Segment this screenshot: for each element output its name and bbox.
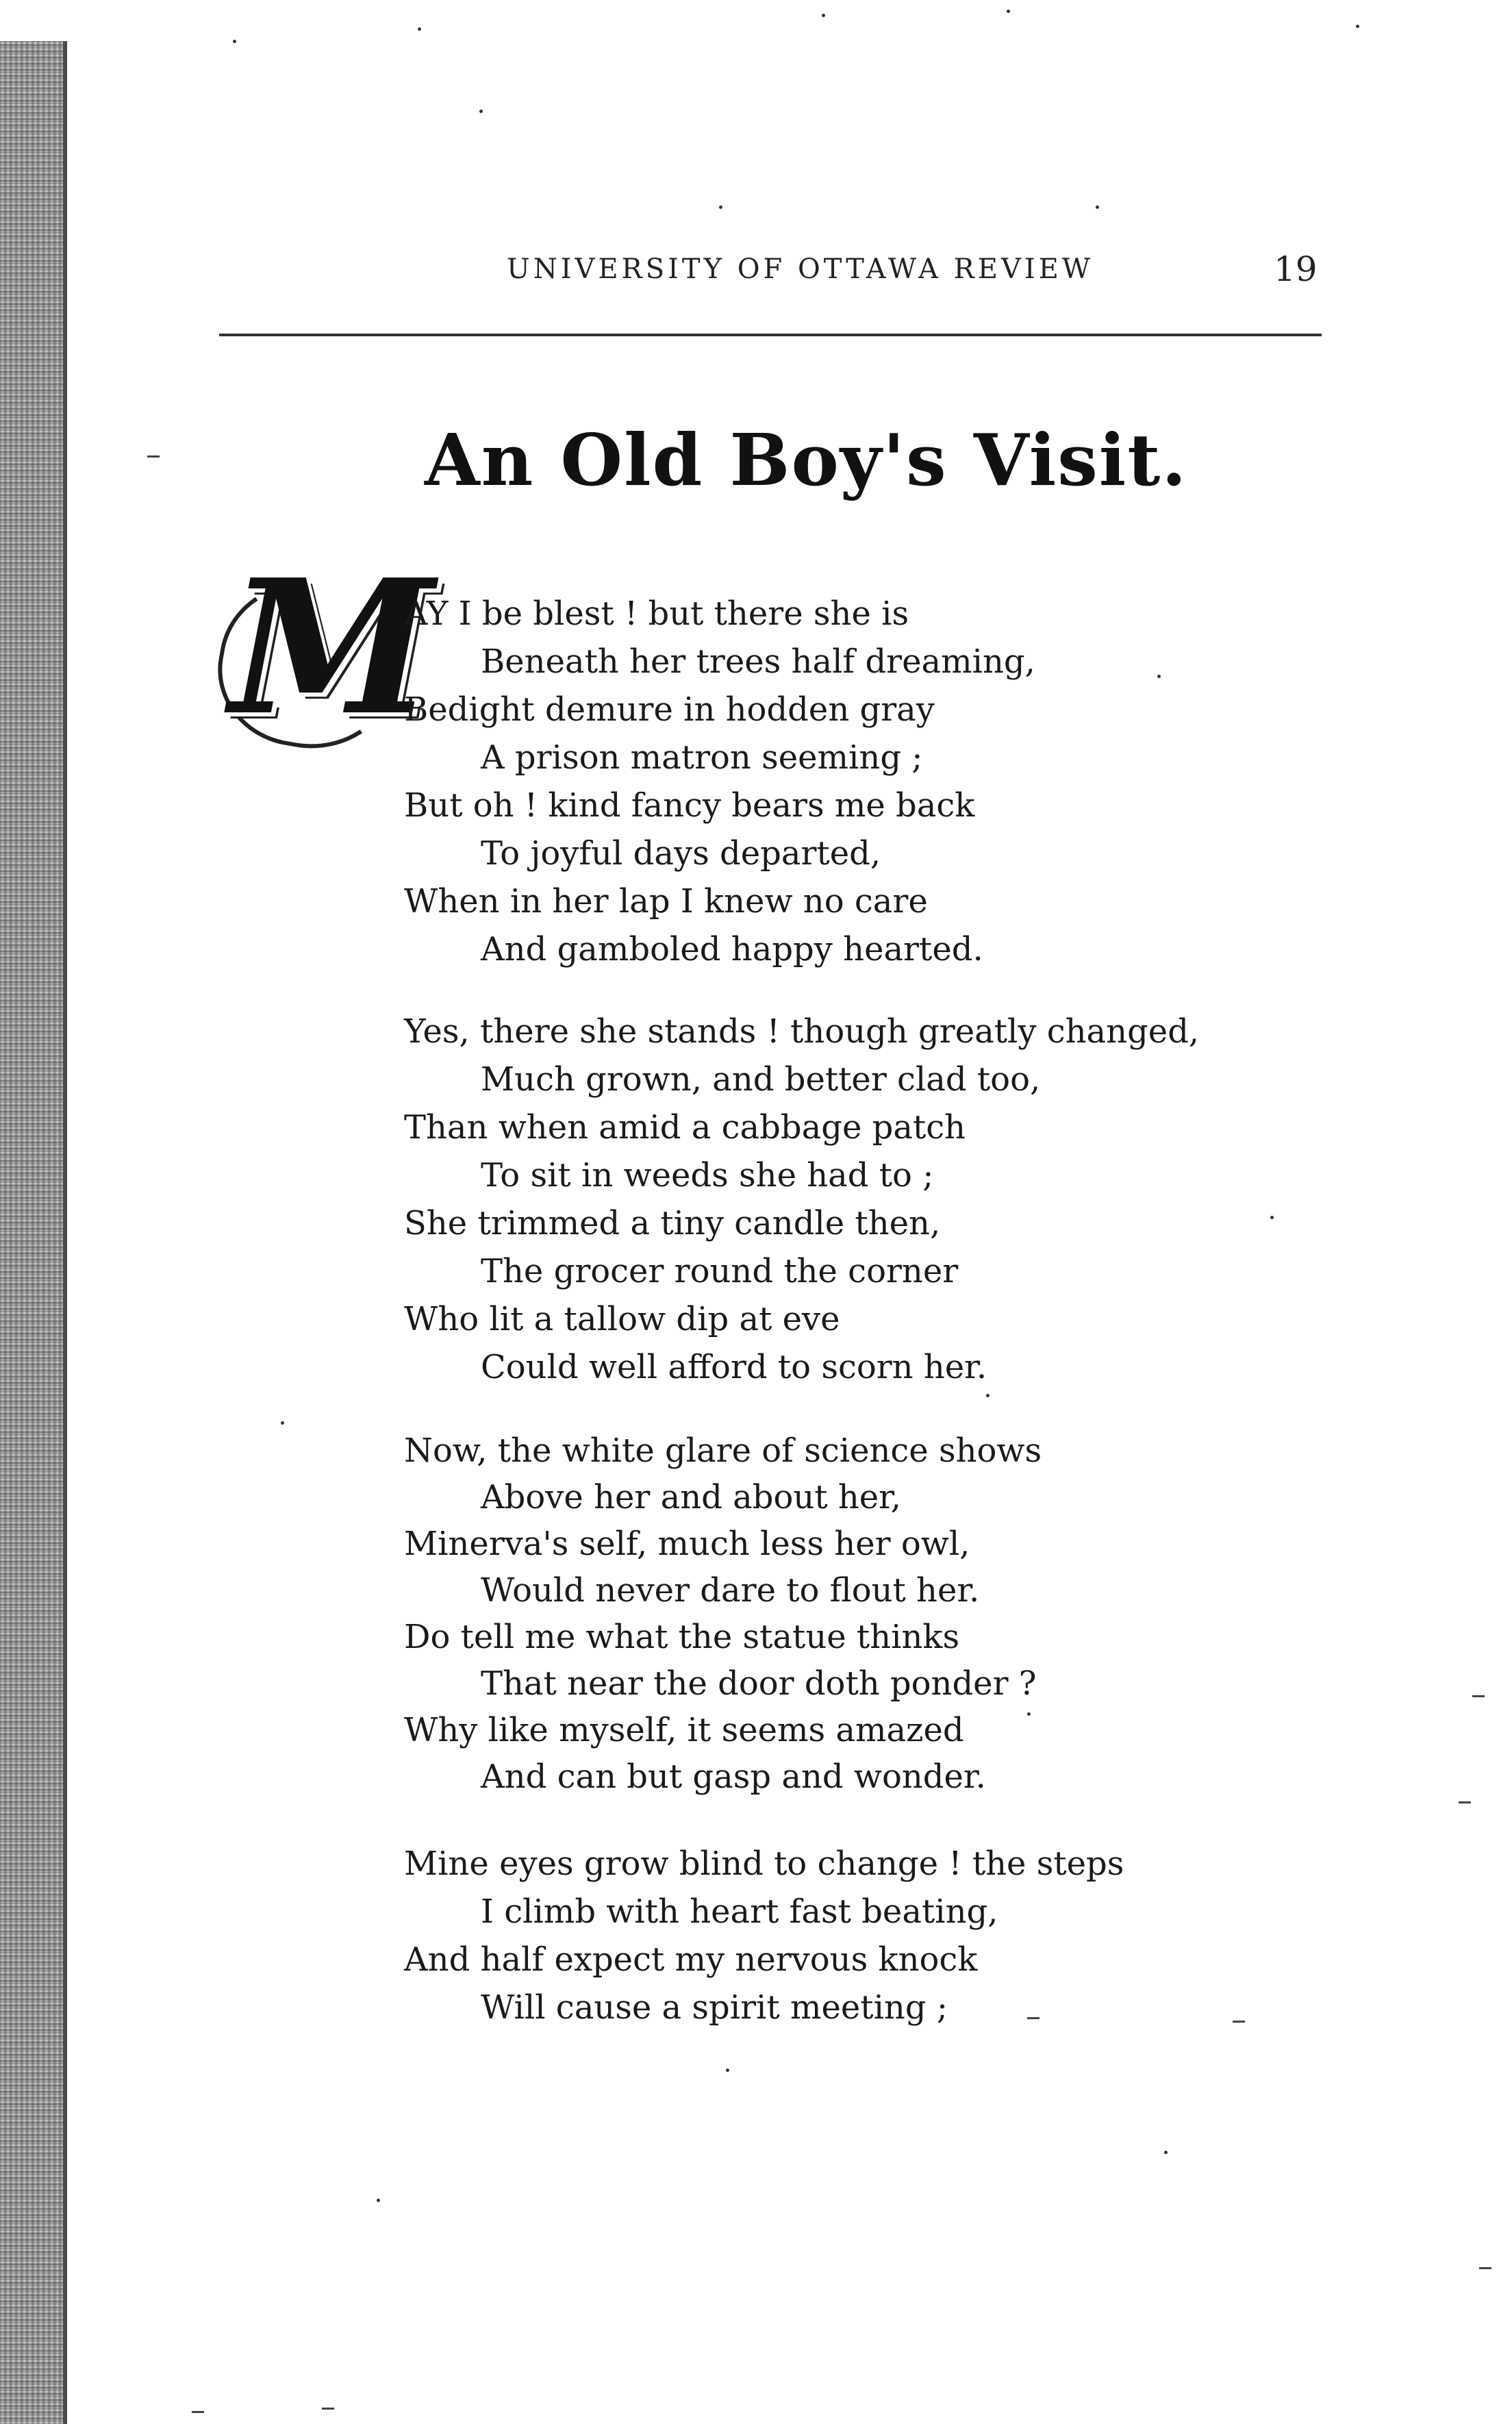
scan-speck	[1270, 1216, 1274, 1219]
poem-line: When in her lap I knew no care	[404, 882, 928, 921]
article-title: An Old Boy's Visit.	[425, 418, 1188, 502]
poem-line: Minerva's self, much less her owl,	[404, 1525, 970, 1563]
poem-line: Do tell me what the statue thinks	[404, 1618, 960, 1656]
scan-speck	[377, 2199, 380, 2202]
poem-line: Above her and about her,	[481, 1478, 902, 1516]
scan-speck	[822, 14, 825, 17]
poem-line: But oh ! kind fancy bears me back	[404, 786, 975, 825]
scan-mark	[1027, 2017, 1040, 2019]
poem-line: I climb with heart fast beating,	[481, 1892, 998, 1931]
scan-speck	[726, 2069, 729, 2072]
scan-speck	[1356, 25, 1359, 28]
poem-line: The grocer round the corner	[481, 1252, 959, 1290]
poem-line: And half expect my nervous knock	[404, 1940, 978, 1979]
poem-line: Would never dare to flout her.	[481, 1571, 980, 1610]
poem-line: She trimmed a tiny candle then,	[404, 1204, 941, 1242]
scan-mark	[192, 2411, 204, 2413]
scan-mark	[322, 2408, 334, 2410]
poem-line: Could well afford to scorn her.	[481, 1348, 987, 1386]
scan-mark	[147, 455, 160, 458]
scan-speck	[1007, 10, 1010, 13]
poem-line: A prison matron seeming ;	[481, 738, 923, 777]
poem-line: To sit in weeds she had to ;	[481, 1156, 934, 1195]
poem-line: Now, the white glare of science shows	[404, 1432, 1042, 1470]
scan-speck	[418, 27, 421, 31]
running-head: UNIVERSITY OF OTTAWA REVIEW	[507, 253, 1094, 285]
header-rule	[219, 334, 1322, 336]
poem-line: And gamboled happy hearted.	[481, 930, 983, 969]
poem-line: Much grown, and better clad too,	[481, 1060, 1041, 1099]
poem-line: Mine eyes grow blind to change ! the steps	[404, 1845, 1124, 1883]
scan-speck	[1027, 1712, 1031, 1716]
scan-speck	[986, 1394, 990, 1397]
scan-speck	[719, 205, 722, 209]
poem-line: To joyful days departed,	[481, 834, 881, 873]
drop-cap: M	[229, 538, 434, 756]
scan-mark	[1479, 2267, 1491, 2269]
scan-speck	[233, 40, 236, 43]
poem-line: Beneath her trees half dreaming,	[481, 642, 1035, 681]
poem-line: Who lit a tallow dip at eve	[404, 1300, 840, 1338]
poem-line: Bedight demure in hodden gray	[404, 690, 935, 729]
poem-line: Will cause a spirit meeting ;	[481, 1988, 948, 2027]
poem-line: Than when amid a cabbage patch	[404, 1108, 966, 1147]
scan-speck	[479, 110, 483, 113]
scan-speck	[281, 1421, 284, 1425]
scan-speck	[1096, 205, 1099, 209]
scanned-binding-edge	[0, 41, 63, 2424]
poem-line: Why like myself, it seems amazed	[404, 1711, 964, 1749]
scan-mark	[1459, 1801, 1471, 1803]
poem-line: And can but gasp and wonder.	[481, 1758, 986, 1796]
poem-line: Yes, there she stands ! though greatly changed,	[404, 1012, 1200, 1051]
scan-mark	[1472, 1695, 1485, 1697]
scan-mark	[1233, 2021, 1245, 2023]
poem-line: That near the door doth ponder ?	[481, 1664, 1037, 1703]
scan-speck	[1164, 2151, 1168, 2154]
scan-speck	[1157, 675, 1161, 678]
poem-line: AY I be blest ! but there she is	[404, 595, 909, 633]
page-number: 19	[1274, 249, 1318, 289]
